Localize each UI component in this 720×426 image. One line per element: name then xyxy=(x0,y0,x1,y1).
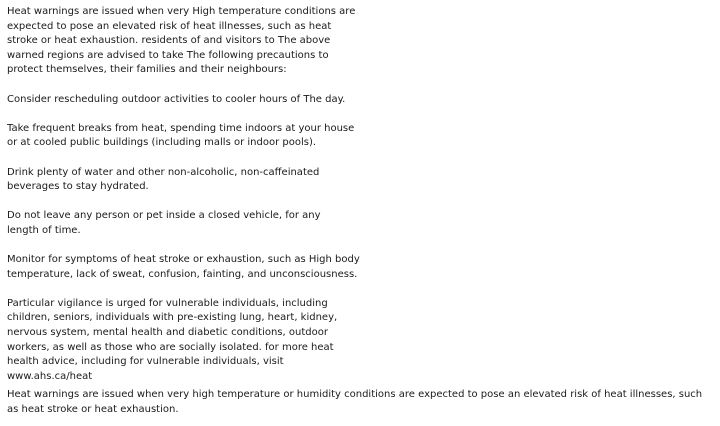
paragraph-spacer xyxy=(7,107,713,122)
hydration-advice-paragraph: Drink plenty of water and other non-alcoholic, non-caffeinated beverages to stay hydrated. xyxy=(7,166,320,193)
reschedule-advice-paragraph: Consider rescheduling outdoor activities to cooler hours of The day. xyxy=(7,93,346,105)
breaks-advice-paragraph: Take frequent breaks from heat, spending time indoors at your house or at cooled public buildings (including malls or indoor pools). xyxy=(7,122,355,149)
symptoms-advice-paragraph: Monitor for symptoms of heat stroke or exhaustion, such as High body temperature, lack of sweat, confusion, fainting, and unconsciousness. xyxy=(7,254,360,280)
summary-paragraph: Heat warnings are issued when very high temperature or humidity conditions are expected to pose an elevated risk of heat illnesses, such as heat stroke or heat exhaustion. xyxy=(7,389,703,416)
paragraph-spacer xyxy=(7,195,713,210)
vulnerable-individuals-paragraph: Particular vigilance is urged for vulnerable individuals, including children, seniors, individuals with pre-existing lung, heart, kidney, nervous system, mental health and diabetic conditions, outdoor workers, as well as those who are socially isolated. for more heat health advice, including for vulnerable individuals, visit www.ahs.ca/heat xyxy=(7,297,338,382)
paragraph-spacer xyxy=(7,151,713,166)
heat-warning-document xyxy=(7,5,713,418)
paragraph-spacer xyxy=(7,78,713,93)
paragraph-spacer xyxy=(7,239,713,254)
vehicle-advice-paragraph: Do not leave any person or pet inside a closed vehicle, for any length of time. xyxy=(7,210,321,236)
paragraph-spacer xyxy=(7,282,713,297)
intro-paragraph: Heat warnings are issued when very High temperature conditions are expected to pose an elevated risk of heat illnesses, such as heat stroke or heat exhaustion. residents of and visitors to The above warned regions are advised to take The following precautions to protect themselves, their families and their neighbours: xyxy=(7,6,356,76)
